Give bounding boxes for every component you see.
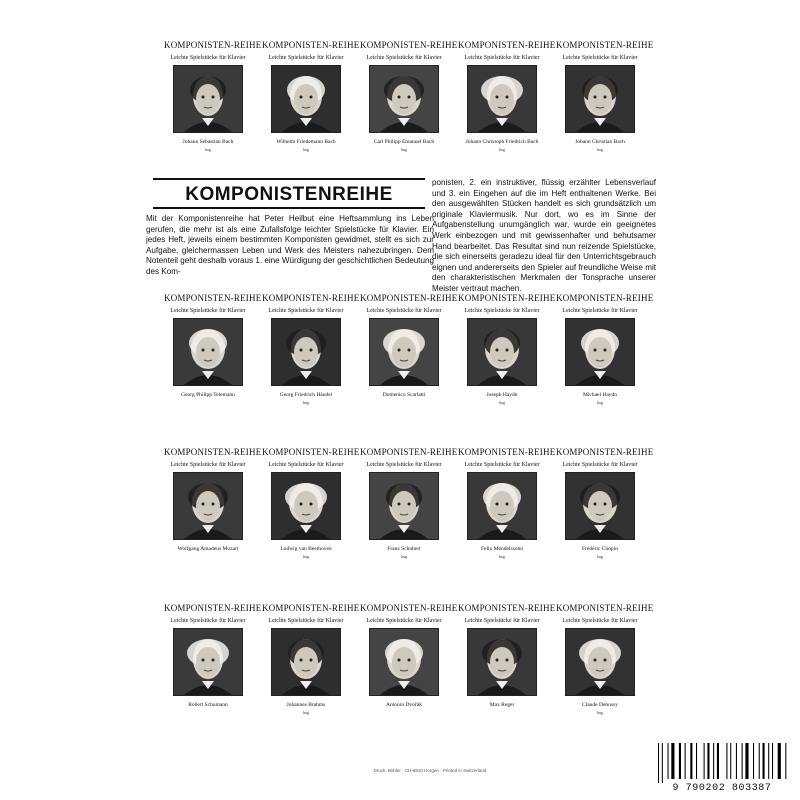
composer-name: Wilhelm Friedemann Bach bbox=[276, 139, 336, 145]
composer-portrait-icon bbox=[369, 628, 439, 696]
barcode-bar bbox=[742, 743, 743, 779]
series-subtitle: Leichte Spielstücke für Klavier bbox=[268, 308, 344, 314]
composer-name: Claude Debussy bbox=[582, 702, 618, 708]
cover-card bbox=[556, 603, 654, 731]
barcode-bar bbox=[658, 743, 659, 783]
series-subtitle: Leichte Spielstücke für Klavier bbox=[562, 55, 638, 61]
cover-card bbox=[556, 447, 654, 575]
publisher-mark: hug bbox=[597, 147, 603, 152]
series-title: KOMPONISTEN-REIHE bbox=[360, 40, 458, 50]
series-rule bbox=[360, 613, 448, 616]
composer-portrait-icon bbox=[271, 65, 341, 133]
intro-paragraph-right: ponisten, 2. ein instruktiver, flüssig erzählter Lebensverlauf und 3. ein Eingehen auf die im Heft enthaltenen Werke. Bei den ausgewählten Stücken handelt es sich grundsätzlich um originale Klaviermusik. Nur dort, wo es im Sinne der Aufgabenstellung unumgänglich war, wurde ein geeignetes Werk einbezogen und mit gewissenhafter und behutsamer Hand bearbeitet. Das Resultat sind nun reizende Spielstücke, die sich einerseits geradezu ideal für den Unterrichtsgebrauch eignen und andererseits den Spieler auf freundliche Weise mit den charakteristischen Merkmalen der Tonsprache unserer Meister vertraut machen. bbox=[432, 178, 656, 293]
series-title: KOMPONISTEN-REIHE bbox=[556, 603, 654, 613]
series-subtitle: Leichte Spielstücke für Klavier bbox=[366, 308, 442, 314]
barcode-bar bbox=[690, 743, 692, 779]
composer-portrait-icon bbox=[173, 472, 243, 540]
series-subtitle: Leichte Spielstücke für Klavier bbox=[170, 618, 246, 624]
cover-card bbox=[458, 447, 556, 575]
barcode-bar bbox=[772, 743, 773, 779]
series-rule bbox=[262, 457, 350, 460]
cover-card bbox=[262, 603, 360, 731]
series-subtitle: Leichte Spielstücke für Klavier bbox=[268, 462, 344, 468]
publisher-mark: hug bbox=[401, 554, 407, 559]
series-subtitle: Leichte Spielstücke für Klavier bbox=[366, 462, 442, 468]
composer-portrait-icon bbox=[369, 472, 439, 540]
barcode-bar bbox=[707, 743, 709, 779]
cover-card bbox=[164, 447, 262, 575]
composer-name: Wolfgang Amadeus Mozart bbox=[177, 546, 239, 552]
composer-portrait-icon bbox=[565, 318, 635, 386]
series-title: KOMPONISTEN-REIHE bbox=[458, 603, 556, 613]
cover-card bbox=[556, 40, 654, 168]
barcode-bar bbox=[736, 743, 737, 779]
composer-portrait-icon bbox=[467, 318, 537, 386]
series-rule bbox=[458, 457, 546, 460]
composer-name: Ludwig van Beethoven bbox=[280, 546, 332, 552]
composer-portrait-icon bbox=[271, 472, 341, 540]
barcode-bar bbox=[763, 743, 765, 779]
composer-name: Franz Schubert bbox=[387, 546, 421, 552]
series-rule bbox=[262, 303, 350, 306]
barcode bbox=[652, 743, 792, 795]
cover-card bbox=[360, 603, 458, 731]
series-title: KOMPONISTEN-REIHE bbox=[262, 40, 360, 50]
composer-portrait-icon bbox=[369, 65, 439, 133]
cover-card bbox=[164, 40, 262, 168]
barcode-digits: 9 790202 803387 bbox=[672, 783, 772, 794]
composer-portrait-icon bbox=[467, 472, 537, 540]
series-title: KOMPONISTEN-REIHE bbox=[556, 40, 654, 50]
heading-bottom-rule bbox=[153, 207, 425, 209]
composer-name: Max Reger bbox=[489, 702, 515, 708]
composer-portrait-icon bbox=[173, 65, 243, 133]
composer-portrait-icon bbox=[271, 628, 341, 696]
series-subtitle: Leichte Spielstücke für Klavier bbox=[562, 462, 638, 468]
series-subtitle: Leichte Spielstücke für Klavier bbox=[170, 308, 246, 314]
composer-name: Johannes Brahms bbox=[286, 702, 326, 708]
series-subtitle: Leichte Spielstücke für Klavier bbox=[268, 618, 344, 624]
cover-card bbox=[360, 293, 458, 421]
series-title: KOMPONISTEN-REIHE bbox=[262, 603, 360, 613]
composer-name: Antonin Dvořák bbox=[386, 702, 422, 708]
barcode-bar bbox=[671, 743, 674, 779]
barcode-bar bbox=[759, 743, 760, 779]
series-subtitle: Leichte Spielstücke für Klavier bbox=[562, 618, 638, 624]
composer-name: Domenico Scarlatti bbox=[382, 392, 426, 398]
series-rule bbox=[556, 50, 644, 53]
composer-name: Frédéric Chopin bbox=[582, 546, 618, 552]
series-rule bbox=[458, 50, 546, 53]
barcode-bar bbox=[696, 743, 697, 779]
composer-portrait-icon bbox=[565, 472, 635, 540]
cover-card bbox=[458, 40, 556, 168]
barcode-bar bbox=[704, 743, 705, 779]
intro-text-left bbox=[146, 214, 434, 274]
series-subtitle: Leichte Spielstücke für Klavier bbox=[170, 462, 246, 468]
series-rule bbox=[262, 613, 350, 616]
cover-card bbox=[458, 293, 556, 421]
cover-card bbox=[262, 293, 360, 421]
barcode-bar bbox=[745, 743, 748, 779]
composer-portrait-icon bbox=[467, 65, 537, 133]
composer-name: Georg Philipp Telemann bbox=[181, 392, 235, 398]
series-title: KOMPONISTEN-REIHE bbox=[164, 603, 262, 613]
publisher-mark: hug bbox=[597, 554, 603, 559]
barcode-bar bbox=[785, 743, 786, 779]
series-subtitle: Leichte Spielstücke für Klavier bbox=[366, 55, 442, 61]
series-subtitle: Leichte Spielstücke für Klavier bbox=[268, 55, 344, 61]
series-subtitle: Leichte Spielstücke für Klavier bbox=[464, 618, 540, 624]
series-title: KOMPONISTEN-REIHE bbox=[164, 447, 262, 457]
series-title: KOMPONISTEN-REIHE bbox=[556, 293, 654, 303]
cover-card bbox=[164, 293, 262, 421]
publisher-mark: hug bbox=[499, 400, 505, 405]
cover-card bbox=[360, 40, 458, 168]
composer-name: Joseph Haydn bbox=[486, 392, 518, 398]
publisher-mark: hug bbox=[303, 554, 309, 559]
series-title: KOMPONISTEN-REIHE bbox=[360, 603, 458, 613]
barcode-bar bbox=[662, 743, 663, 783]
barcode-bar bbox=[685, 743, 686, 779]
publisher-mark: hug bbox=[499, 147, 505, 152]
series-subtitle: Leichte Spielstücke für Klavier bbox=[464, 462, 540, 468]
barcode-bars bbox=[652, 743, 792, 783]
series-rule bbox=[262, 50, 350, 53]
barcode-bar bbox=[753, 743, 754, 779]
barcode-bar bbox=[679, 743, 681, 779]
composer-name: Johann Christoph Friedrich Bach bbox=[465, 139, 539, 145]
series-title: KOMPONISTEN-REIHE bbox=[458, 447, 556, 457]
intro-heading: KOMPONISTENREIHE bbox=[185, 184, 393, 205]
series-rule bbox=[556, 457, 644, 460]
series-rule bbox=[458, 613, 546, 616]
barcode-bar bbox=[668, 743, 669, 779]
cover-card bbox=[164, 603, 262, 731]
cover-card bbox=[458, 603, 556, 731]
composer-name: Georg Friedrich Händel bbox=[279, 392, 333, 398]
barcode-bar bbox=[768, 743, 769, 779]
series-rule bbox=[164, 457, 252, 460]
printer-imprint: Druck: Bühler · CH-8810 Horgen · Printed in Switzerland bbox=[373, 768, 487, 773]
cover-card bbox=[262, 447, 360, 575]
publisher-mark: hug bbox=[303, 710, 309, 715]
barcode-bar bbox=[713, 743, 714, 779]
publisher-mark: hug bbox=[401, 147, 407, 152]
publisher-mark: hug bbox=[597, 710, 603, 715]
composer-name: Michael Haydn bbox=[582, 392, 618, 398]
composer-portrait-icon bbox=[173, 318, 243, 386]
series-rule bbox=[556, 613, 644, 616]
series-rule bbox=[360, 457, 448, 460]
barcode-bar bbox=[726, 743, 727, 779]
intro-text-right bbox=[432, 178, 656, 293]
composer-name: Felix Mendelssohn bbox=[480, 546, 523, 552]
cover-card bbox=[262, 40, 360, 168]
series-title: KOMPONISTEN-REIHE bbox=[458, 293, 556, 303]
cover-card bbox=[556, 293, 654, 421]
publisher-mark: hug bbox=[499, 554, 505, 559]
series-subtitle: Leichte Spielstücke für Klavier bbox=[170, 55, 246, 61]
barcode-bar bbox=[778, 743, 781, 779]
series-subtitle: Leichte Spielstücke für Klavier bbox=[366, 618, 442, 624]
series-title: KOMPONISTEN-REIHE bbox=[556, 447, 654, 457]
composer-name: Carl Philipp Emanuel Bach bbox=[373, 139, 435, 145]
composer-portrait-icon bbox=[565, 628, 635, 696]
heading-top-rule bbox=[153, 178, 425, 180]
series-subtitle: Leichte Spielstücke für Klavier bbox=[464, 55, 540, 61]
series-rule bbox=[164, 613, 252, 616]
cover-card bbox=[360, 447, 458, 575]
series-title: KOMPONISTEN-REIHE bbox=[164, 293, 262, 303]
barcode-bar bbox=[730, 743, 731, 779]
publisher-mark: hug bbox=[303, 400, 309, 405]
series-title: KOMPONISTEN-REIHE bbox=[458, 40, 556, 50]
composer-portrait-icon bbox=[369, 318, 439, 386]
series-title: KOMPONISTEN-REIHE bbox=[360, 447, 458, 457]
composer-portrait-icon bbox=[271, 318, 341, 386]
publisher-mark: hug bbox=[303, 147, 309, 152]
composer-portrait-icon bbox=[565, 65, 635, 133]
series-rule bbox=[360, 303, 448, 306]
intro-heading-block bbox=[153, 178, 433, 210]
series-rule bbox=[164, 50, 252, 53]
series-title: KOMPONISTEN-REIHE bbox=[262, 447, 360, 457]
series-rule bbox=[458, 303, 546, 306]
composer-portrait-icon bbox=[467, 628, 537, 696]
composer-name: Johann Christian Bach bbox=[575, 139, 625, 145]
series-rule bbox=[360, 50, 448, 53]
publisher-mark: hug bbox=[205, 147, 211, 152]
barcode-bar bbox=[717, 743, 719, 779]
series-subtitle: Leichte Spielstücke für Klavier bbox=[464, 308, 540, 314]
publisher-mark: hug bbox=[597, 400, 603, 405]
composer-name: Robert Schumann bbox=[188, 702, 228, 708]
composer-name: Johann Sebastian Bach bbox=[182, 139, 234, 145]
series-subtitle: Leichte Spielstücke für Klavier bbox=[562, 308, 638, 314]
series-title: KOMPONISTEN-REIHE bbox=[164, 40, 262, 50]
composer-portrait-icon bbox=[173, 628, 243, 696]
series-title: KOMPONISTEN-REIHE bbox=[262, 293, 360, 303]
series-title: KOMPONISTEN-REIHE bbox=[360, 293, 458, 303]
intro-paragraph-left: Mit der Komponistenreihe hat Peter Heilbut eine Heftsammlung ins Leben gerufen, die mehr ist als eine Zufallsfolge leichter Spielstücke für Klavier. Ein jedes Heft, jeweils einem bestimmten Komponisten gewidmet, stellt es sich zur Aufgabe, gleichermassen Leben und Werk des Meisters nahezubringen. Dem Notenteil geht deshalb voraus 1. eine Würdigung der geschichtlichen Bedeutung des Kom- bbox=[146, 214, 434, 276]
series-rule bbox=[164, 303, 252, 306]
series-rule bbox=[556, 303, 644, 306]
